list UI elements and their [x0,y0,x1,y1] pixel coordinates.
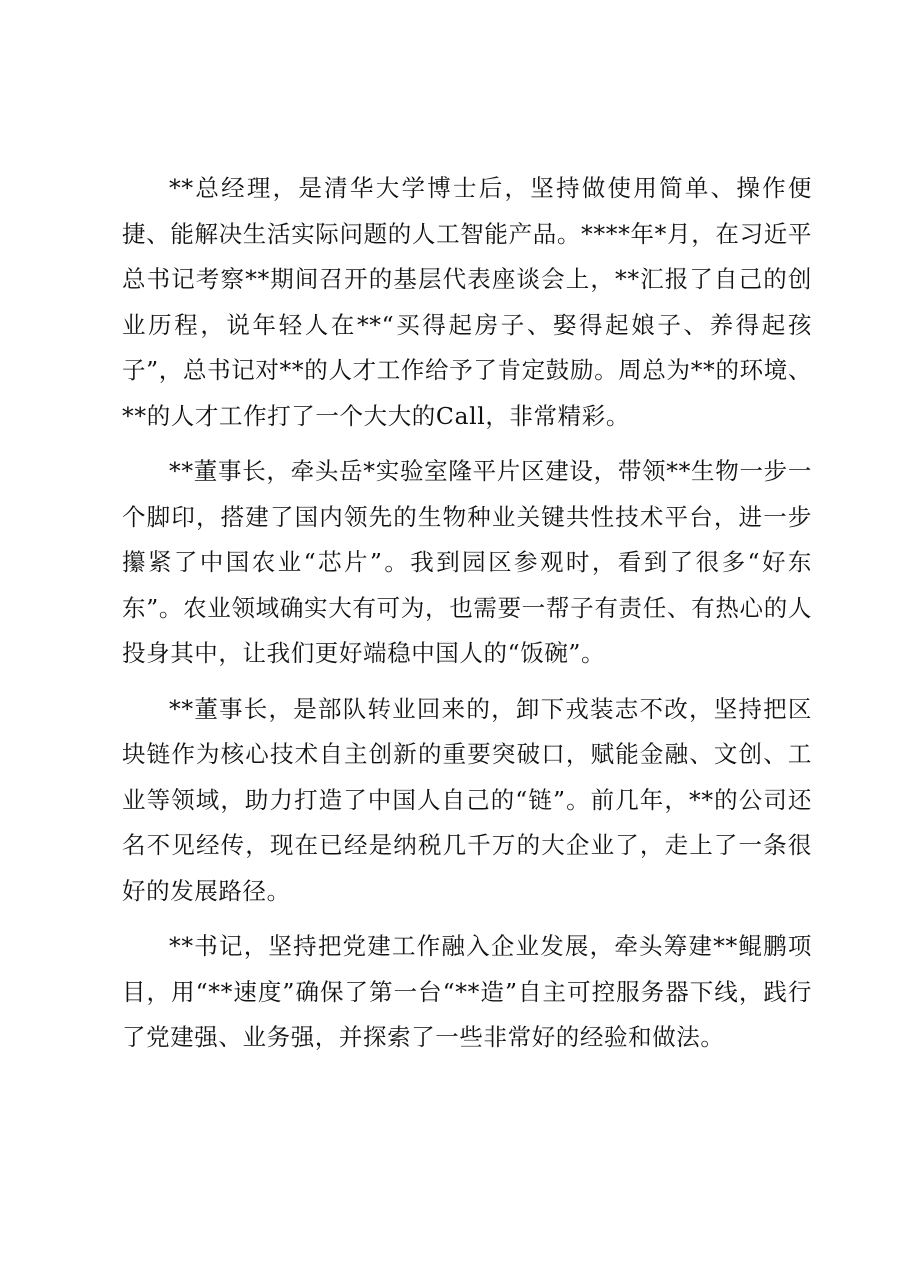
paragraph-general-manager: **总经理，是清华大学博士后，坚持做使用简单、操作便捷、能解决生活实际问题的人工智能产品。****年*月，在习近平总书记考察**期间召开的基层代表座谈会上，**汇报了自己的创业历程，说年轻人在**“买得起房子、娶得起娘子、养得起孩子”，总书记对**的人才工作给予了肯定鼓励。周总为**的环境、**的人才工作打了一个大大的Call，非常精彩。 [122,174,812,430]
paragraph-chairman-blockchain: **董事长，是部队转业回来的，卸下戎装志不改，坚持把区块链作为核心技术自主创新的重要突破口，赋能金融、文创、工业等领域，助力打造了中国人自己的“链”。前几年，**的公司还名不见经传，现在已经是纳税几千万的大企业了，走上了一条很好的发展路径。 [122,694,812,905]
paragraph-party-secretary: **书记，坚持把党建工作融入企业发展，牵头筹建**鲲鹏项目，用“**速度”确保了第一台“**造”自主可控服务器下线，践行了党建强、业务强，并探索了一些非常好的经验和做法。 [122,932,812,1051]
document-body [122,166,812,1071]
paragraph-chairman-biology: **董事长，牵头岳*实验室隆平片区建设，带领**生物一步一个脚印，搭建了国内领先的生物种业关键共性技术平台，进一步攥紧了中国农业“芯片”。我到园区参观时，看到了很多“好东东”。农业领域确实大有可为，也需要一帮子有责任、有热心的人投身其中，让我们更好端稳中国人的“饭碗”。 [122,457,812,667]
